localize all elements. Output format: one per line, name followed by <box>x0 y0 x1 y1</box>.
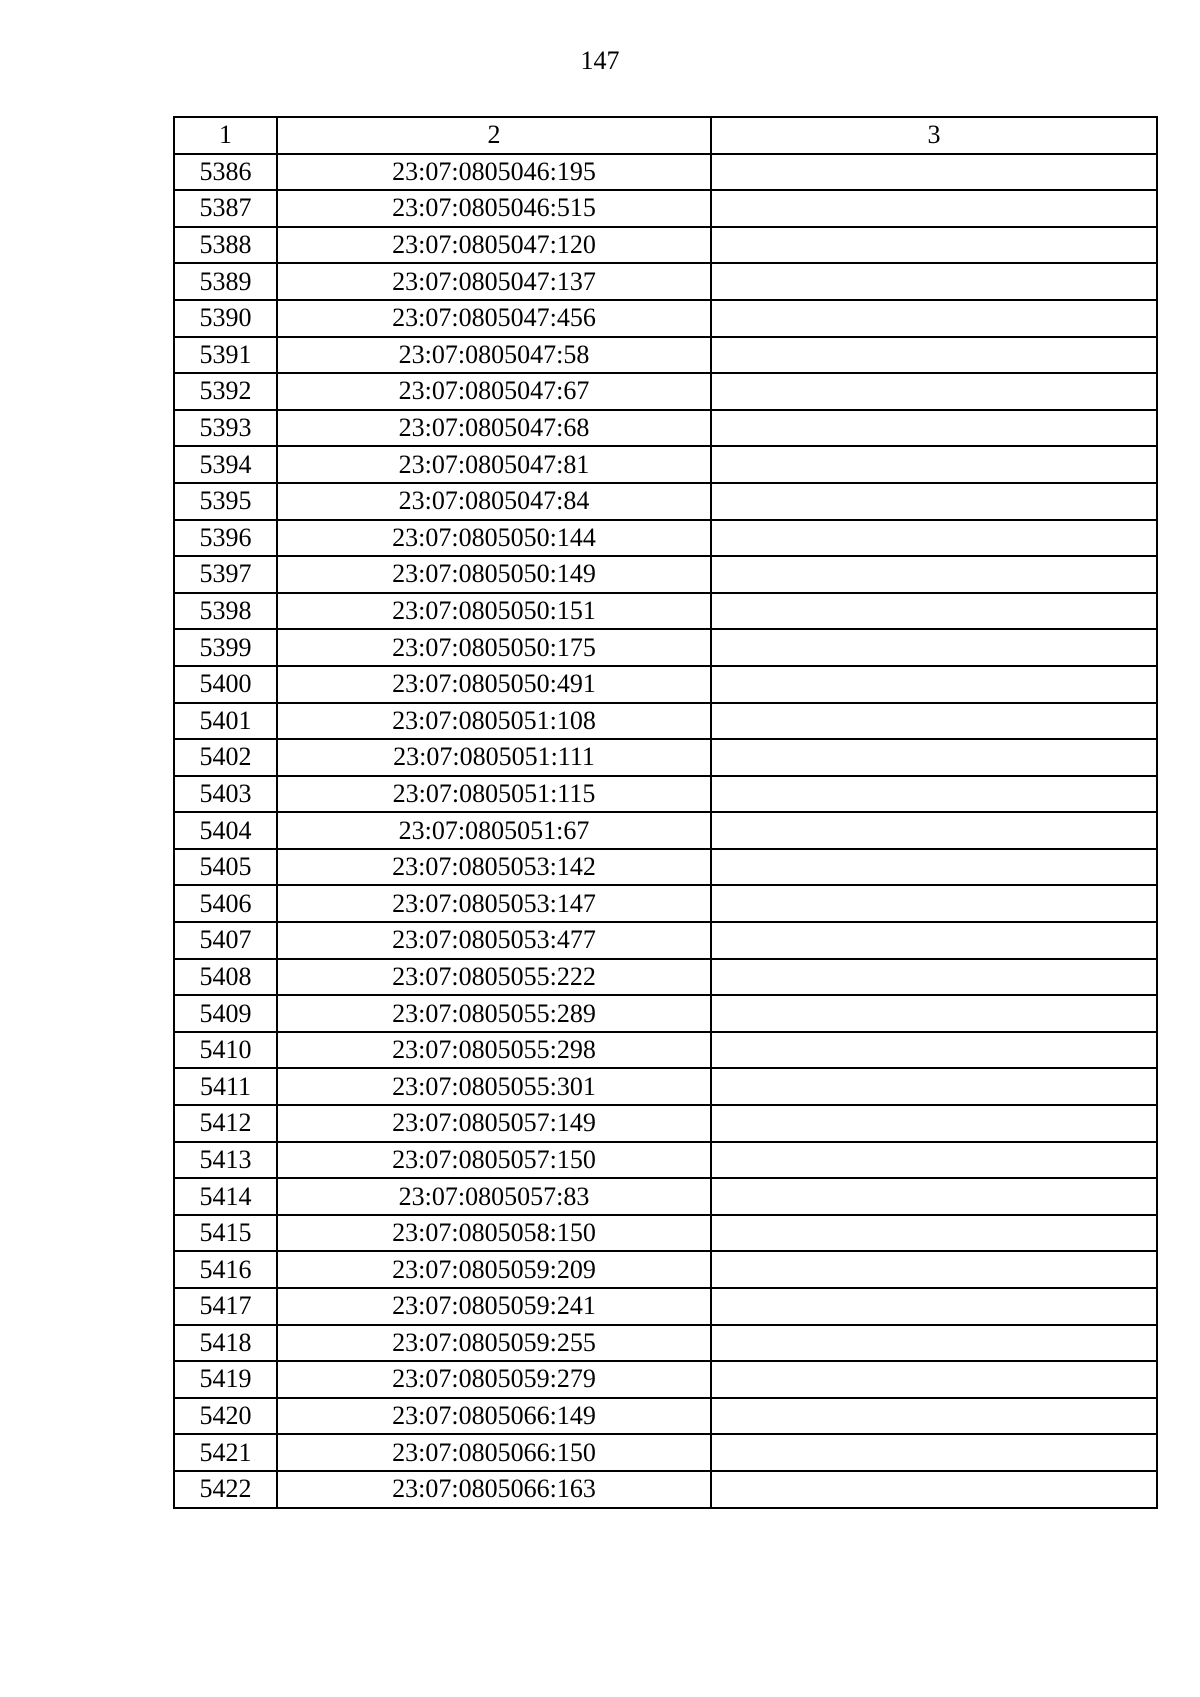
notes-cell <box>711 1434 1157 1471</box>
cadastral-number-cell: 23:07:0805051:108 <box>277 703 711 740</box>
row-number-cell: 5403 <box>174 776 277 813</box>
notes-cell <box>711 373 1157 410</box>
row-number-cell: 5398 <box>174 593 277 630</box>
table-row <box>174 885 1157 922</box>
cadastral-number-cell: 23:07:0805059:279 <box>277 1361 711 1398</box>
row-number-cell: 5400 <box>174 666 277 703</box>
notes-cell <box>711 703 1157 740</box>
table-row <box>174 959 1157 996</box>
table-row <box>174 263 1157 300</box>
row-number-cell: 5416 <box>174 1251 277 1288</box>
column-header-1: 1 <box>174 117 277 154</box>
notes-cell <box>711 666 1157 703</box>
notes-cell <box>711 556 1157 593</box>
cadastral-number-cell: 23:07:0805066:163 <box>277 1471 711 1508</box>
notes-cell <box>711 849 1157 886</box>
cadastral-number-cell: 23:07:0805051:115 <box>277 776 711 813</box>
notes-cell <box>711 483 1157 520</box>
notes-cell <box>711 1142 1157 1179</box>
cadastral-number-cell: 23:07:0805047:137 <box>277 263 711 300</box>
table-row <box>174 666 1157 703</box>
row-number-cell: 5409 <box>174 995 277 1032</box>
cadastral-number-cell: 23:07:0805053:147 <box>277 885 711 922</box>
cadastral-number-cell: 23:07:0805046:515 <box>277 190 711 227</box>
cadastral-number-cell: 23:07:0805059:255 <box>277 1325 711 1362</box>
cadastral-number-cell: 23:07:0805047:68 <box>277 410 711 447</box>
cadastral-number-cell: 23:07:0805055:222 <box>277 959 711 996</box>
notes-cell <box>711 1288 1157 1325</box>
table-row <box>174 922 1157 959</box>
cadastral-number-cell: 23:07:0805046:195 <box>277 154 711 191</box>
table-row <box>174 593 1157 630</box>
table-row <box>174 849 1157 886</box>
cadastral-number-cell: 23:07:0805057:150 <box>277 1142 711 1179</box>
row-number-cell: 5412 <box>174 1105 277 1142</box>
table-body <box>174 154 1157 1508</box>
table-row <box>174 154 1157 191</box>
notes-cell <box>711 1068 1157 1105</box>
cadastral-number-cell: 23:07:0805050:149 <box>277 556 711 593</box>
table-row <box>174 556 1157 593</box>
column-header-3: 3 <box>711 117 1157 154</box>
row-number-cell: 5399 <box>174 629 277 666</box>
cadastral-number-cell: 23:07:0805057:83 <box>277 1178 711 1215</box>
row-number-cell: 5396 <box>174 520 277 557</box>
notes-cell <box>711 263 1157 300</box>
table-row <box>174 410 1157 447</box>
cadastral-number-cell: 23:07:0805055:298 <box>277 1032 711 1069</box>
table-row <box>174 995 1157 1032</box>
notes-cell <box>711 1471 1157 1508</box>
row-number-cell: 5413 <box>174 1142 277 1179</box>
table-row <box>174 739 1157 776</box>
notes-cell <box>711 1325 1157 1362</box>
cadastral-number-cell: 23:07:0805047:84 <box>277 483 711 520</box>
table-row <box>174 300 1157 337</box>
notes-cell <box>711 593 1157 630</box>
notes-cell <box>711 446 1157 483</box>
table-row <box>174 629 1157 666</box>
table-row <box>174 1325 1157 1362</box>
notes-cell <box>711 410 1157 447</box>
notes-cell <box>711 812 1157 849</box>
row-number-cell: 5420 <box>174 1398 277 1435</box>
table-row <box>174 1068 1157 1105</box>
cadastral-table <box>173 116 1158 1509</box>
notes-cell <box>711 1178 1157 1215</box>
notes-cell <box>711 885 1157 922</box>
row-number-cell: 5402 <box>174 739 277 776</box>
notes-cell <box>711 1398 1157 1435</box>
table-row <box>174 1471 1157 1508</box>
table-row <box>174 1434 1157 1471</box>
row-number-cell: 5395 <box>174 483 277 520</box>
row-number-cell: 5386 <box>174 154 277 191</box>
notes-cell <box>711 337 1157 374</box>
notes-cell <box>711 1251 1157 1288</box>
row-number-cell: 5405 <box>174 849 277 886</box>
row-number-cell: 5393 <box>174 410 277 447</box>
cadastral-number-cell: 23:07:0805066:150 <box>277 1434 711 1471</box>
cadastral-number-cell: 23:07:0805059:209 <box>277 1251 711 1288</box>
table-row <box>174 812 1157 849</box>
row-number-cell: 5391 <box>174 337 277 374</box>
table-row <box>174 227 1157 264</box>
table-row <box>174 373 1157 410</box>
table-row <box>174 1032 1157 1069</box>
table-row <box>174 703 1157 740</box>
notes-cell <box>711 154 1157 191</box>
row-number-cell: 5417 <box>174 1288 277 1325</box>
cadastral-number-cell: 23:07:0805050:144 <box>277 520 711 557</box>
cadastral-number-cell: 23:07:0805053:477 <box>277 922 711 959</box>
table-row <box>174 483 1157 520</box>
cadastral-number-cell: 23:07:0805047:67 <box>277 373 711 410</box>
row-number-cell: 5407 <box>174 922 277 959</box>
table-header <box>174 117 1157 154</box>
row-number-cell: 5394 <box>174 446 277 483</box>
cadastral-number-cell: 23:07:0805055:289 <box>277 995 711 1032</box>
table-row <box>174 1105 1157 1142</box>
cadastral-number-cell: 23:07:0805051:67 <box>277 812 711 849</box>
notes-cell <box>711 520 1157 557</box>
notes-cell <box>711 1361 1157 1398</box>
notes-cell <box>711 300 1157 337</box>
row-number-cell: 5392 <box>174 373 277 410</box>
cadastral-number-cell: 23:07:0805047:120 <box>277 227 711 264</box>
cadastral-number-cell: 23:07:0805050:151 <box>277 593 711 630</box>
notes-cell <box>711 995 1157 1032</box>
row-number-cell: 5422 <box>174 1471 277 1508</box>
table-row <box>174 190 1157 227</box>
column-header-2: 2 <box>277 117 711 154</box>
notes-cell <box>711 739 1157 776</box>
notes-cell <box>711 1032 1157 1069</box>
notes-cell <box>711 629 1157 666</box>
cadastral-number-cell: 23:07:0805053:142 <box>277 849 711 886</box>
notes-cell <box>711 227 1157 264</box>
cadastral-number-cell: 23:07:0805047:456 <box>277 300 711 337</box>
table-row <box>174 1142 1157 1179</box>
table-row <box>174 520 1157 557</box>
table-row <box>174 446 1157 483</box>
table-row <box>174 1251 1157 1288</box>
row-number-cell: 5387 <box>174 190 277 227</box>
notes-cell <box>711 959 1157 996</box>
cadastral-number-cell: 23:07:0805057:149 <box>277 1105 711 1142</box>
cadastral-number-cell: 23:07:0805055:301 <box>277 1068 711 1105</box>
table-row <box>174 1215 1157 1252</box>
row-number-cell: 5408 <box>174 959 277 996</box>
cadastral-number-cell: 23:07:0805051:111 <box>277 739 711 776</box>
table-row <box>174 1398 1157 1435</box>
row-number-cell: 5415 <box>174 1215 277 1252</box>
cadastral-number-cell: 23:07:0805050:175 <box>277 629 711 666</box>
row-number-cell: 5414 <box>174 1178 277 1215</box>
row-number-cell: 5419 <box>174 1361 277 1398</box>
cadastral-number-cell: 23:07:0805059:241 <box>277 1288 711 1325</box>
notes-cell <box>711 922 1157 959</box>
row-number-cell: 5418 <box>174 1325 277 1362</box>
cadastral-number-cell: 23:07:0805066:149 <box>277 1398 711 1435</box>
cadastral-number-cell: 23:07:0805058:150 <box>277 1215 711 1252</box>
row-number-cell: 5421 <box>174 1434 277 1471</box>
row-number-cell: 5389 <box>174 263 277 300</box>
table-row <box>174 776 1157 813</box>
cadastral-number-cell: 23:07:0805047:58 <box>277 337 711 374</box>
row-number-cell: 5406 <box>174 885 277 922</box>
notes-cell <box>711 190 1157 227</box>
table-row <box>174 1288 1157 1325</box>
row-number-cell: 5404 <box>174 812 277 849</box>
notes-cell <box>711 776 1157 813</box>
row-number-cell: 5411 <box>174 1068 277 1105</box>
row-number-cell: 5388 <box>174 227 277 264</box>
row-number-cell: 5397 <box>174 556 277 593</box>
notes-cell <box>711 1105 1157 1142</box>
header-row <box>174 117 1157 154</box>
row-number-cell: 5401 <box>174 703 277 740</box>
notes-cell <box>711 1215 1157 1252</box>
table-row <box>174 1178 1157 1215</box>
table-row <box>174 1361 1157 1398</box>
row-number-cell: 5390 <box>174 300 277 337</box>
page-number: 147 <box>580 46 620 75</box>
cadastral-number-cell: 23:07:0805047:81 <box>277 446 711 483</box>
cadastral-number-cell: 23:07:0805050:491 <box>277 666 711 703</box>
table-row <box>174 337 1157 374</box>
row-number-cell: 5410 <box>174 1032 277 1069</box>
